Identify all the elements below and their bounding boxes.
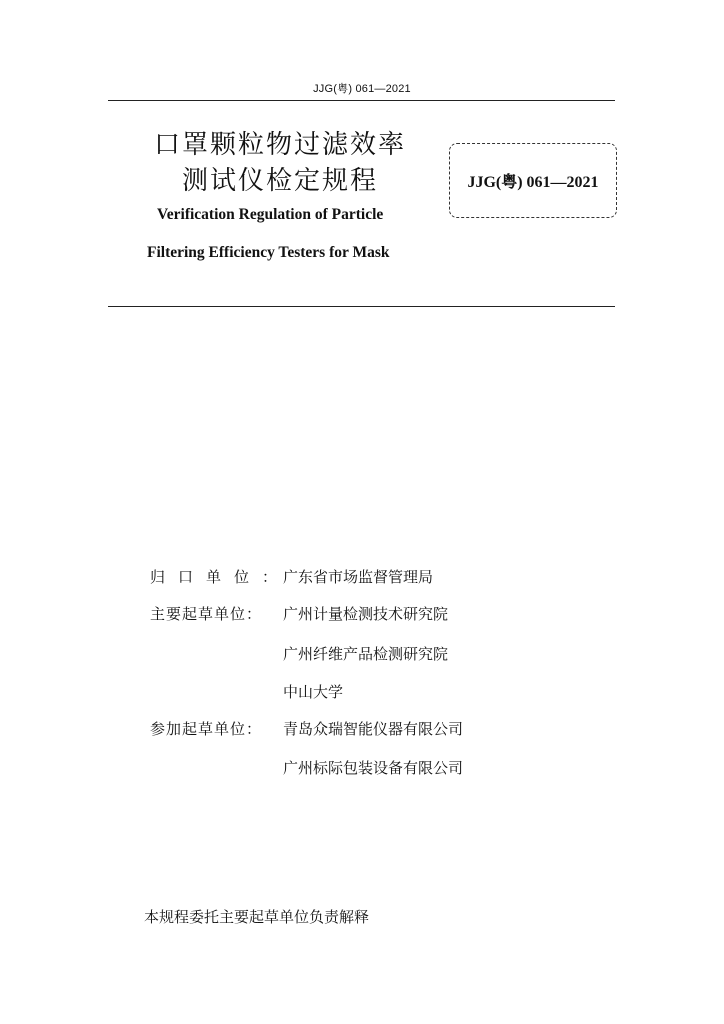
org-value-main-drafter-3: 中山大学 [283,683,344,701]
org-row-responsible [150,566,433,587]
org-value-responsible: 广东省市场监督管理局 [283,568,434,586]
top-divider [108,100,615,101]
org-label-participating: 参加起草单位： [150,720,263,738]
org-label-responsible: 归口单位： [150,568,291,586]
title-zh-line2: 测试仪检定规程 [182,166,379,196]
title-en-line1: Verification Regulation of Particle [157,206,384,223]
org-value-main-drafter-1: 广州计量检测技术研究院 [283,605,449,623]
org-row-participating-2 [150,757,463,778]
org-value-main-drafter-2: 广州纤维产品检测研究院 [283,645,449,663]
org-row-main-drafter-3 [150,681,343,702]
org-row-participating [150,718,463,739]
footer-interpretation-note: 本规程委托主要起草单位负责解释 [144,908,370,926]
standard-code-box [449,143,617,218]
org-row-main-drafter [150,603,448,624]
org-label-main-drafter: 主要起草单位： [150,605,263,623]
standard-code-box-text: JJG(粤) 061—2021 [467,174,599,191]
middle-divider [108,306,615,307]
title-en-line2: Filtering Efficiency Testers for Mask [147,244,390,261]
org-label-empty [150,757,283,778]
org-value-participating-2: 广州标际包装设备有限公司 [283,759,464,777]
org-label-empty [150,681,283,702]
org-value-participating-1: 青岛众瑞智能仪器有限公司 [283,720,464,738]
org-row-main-drafter-2 [150,643,448,664]
org-label-empty [150,643,283,664]
title-zh-line1: 口罩颗粒物过滤效率 [154,130,407,160]
header-standard-code: JJG(粤) 061—2021 [313,83,411,95]
